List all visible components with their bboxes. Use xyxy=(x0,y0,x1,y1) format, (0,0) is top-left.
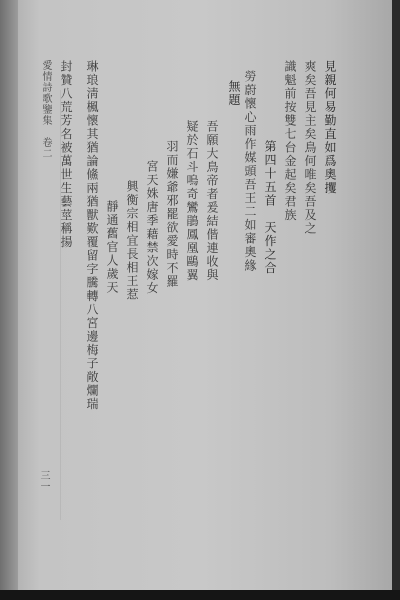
text-column-5: 勞蔚懷心雨作媒頭吾王二如審奧緣 xyxy=(243,70,257,273)
text-column-10: 宮天姝唐季藉禁次嫁女 xyxy=(145,160,159,295)
page-number: 三一 xyxy=(38,470,49,492)
text-column-7: 吾願大鳥帝者爰結偕連收與 xyxy=(205,120,219,282)
page-bottom-shadow xyxy=(0,590,400,600)
section-title: 無題 xyxy=(227,80,241,107)
text-column-2: 爽矣吾見主矣鳥何唯矣吾及之 xyxy=(303,60,317,236)
text-column-9: 羽而嫌爺邪罷欲愛時不羅 xyxy=(165,140,179,289)
text-column-13: 琳琅淸楓懷其猶論鯈兩猶獸歎覆留字騰轉八宮邊梅子敞爛瑞 xyxy=(85,60,99,411)
book-binding-edge xyxy=(392,0,400,600)
text-column-8: 疑於石斗嗚奇鸞鵑鳳凰鷗翼 xyxy=(185,120,199,282)
text-column-1: 見親何易勤直如爲奧攫 xyxy=(323,60,337,195)
page-gutter-shadow xyxy=(0,0,18,590)
text-column-3: 識魁前按雙七台金起矣君族 xyxy=(283,60,297,222)
text-column-12: 靜通舊官人歲天 xyxy=(105,200,119,295)
footer-title: 愛情詩歌鑒集 卷二 xyxy=(40,60,51,159)
text-column-14: 封贊八荒芳名被萬世生藝莖稱揚 xyxy=(59,60,73,249)
poem-title: 第四十五首 天作之合 xyxy=(263,140,277,275)
text-column-11: 興衡宗相宜長相王惹 xyxy=(125,180,139,302)
